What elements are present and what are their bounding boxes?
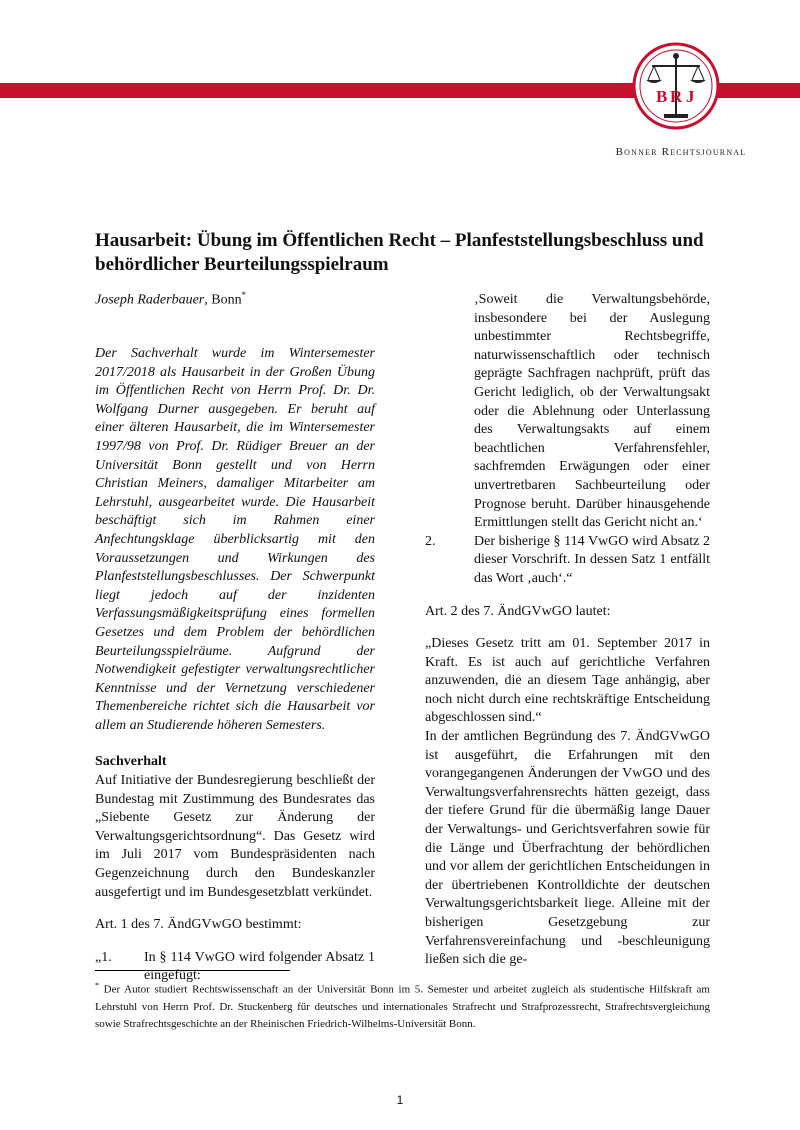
item-text: In § 114 VwGO wird folgender Absatz 1 eingefügt: (144, 949, 375, 984)
author-line (95, 290, 246, 309)
left-column (95, 345, 375, 986)
logo-letter-r: R (670, 87, 683, 106)
item-number: 2. (425, 533, 436, 549)
item-text: Der bisherige § 114 VwGO wird Absatz 2 dieser Vorschrift. In dessen Satz 1 entfällt das Wort ‚auch‘.“ (474, 533, 710, 586)
section-heading: Sachverhalt (95, 754, 167, 770)
right-column (425, 291, 710, 970)
author-name: Joseph Raderbauer (95, 292, 205, 308)
footnote (95, 977, 710, 1033)
footnote-marker: * (95, 981, 99, 990)
art2-quote: „Dieses Gesetz tritt am 01. September 2017 in Kraft. Es ist auch auf gerichtliche Verfahren anzuwenden, die an diesem Tage anhängig, aber noch nicht durch eine rechtskräftige Entscheidung abgeschlossen sind.“ (425, 636, 710, 726)
footnote-divider (95, 970, 290, 971)
logo-letter-j: J (686, 87, 695, 106)
item-number: „1. (95, 949, 112, 965)
brj-logo (632, 40, 720, 132)
numbered-item-2 (425, 533, 710, 589)
scales-of-justice-icon (632, 40, 720, 132)
author-place: , Bonn (204, 292, 242, 308)
footnote-text: Der Autor studiert Rechtswissenschaft an der Universität Bonn im 5. Semester und arbeitet zugleich als studentische Hilfskraft am Lehrstuhl von Herrn Prof. Dr. Stuckenberg für deutsches und internationales Strafrecht und Strafprozessrecht, Strafrechtsvergleichung sowie Strafrechtsgeschichte an der Rheinischen Friedrich-Wilhelms-Universität Bonn. (95, 983, 710, 1030)
art2-intro: Art. 2 des 7. ÄndGVwGO lautet: (425, 603, 611, 619)
facts-paragraph: Auf Initiative der Bundesregierung beschließt der Bundestag mit Zustimmung des Bundesrates das „Siebente Gesetz zur Änderung der Verwaltungsgerichtsordnung“. Das Gesetz wird im Juli 2017 vom Bundespräsidenten nach Gegenzeichnung durch den Bundeskanzler ausgefertigt und im Bundesgesetzblatt verkündet. (95, 773, 375, 900)
art1-intro: Art. 1 des 7. ÄndGVwGO bestimmt: (95, 917, 302, 933)
journal-name: Bonner Rechtsjournal (615, 146, 747, 158)
footnote-marker[interactable]: * (241, 290, 247, 300)
statute-quote: ‚Soweit die Verwaltungsbehörde, insbesondere bei der Auslegung unbestimmter Rechtsbegriffe, naturwissenschaftlich oder technisch geprägte Sachfragen nachprüft, prüft das Gericht lediglich, ob der Verwaltungsakt oder die Ablehnung oder Unterlassung des Verwaltungsakts auf einem beachtlichen Verfahrensfehler, sachfremden Erwägungen oder einer unvertretbaren Sachbeurteilung oder Prognose beruht. Darüber hinausgehende Ermittlungen stellt das Gericht nicht an.‘ (474, 292, 710, 531)
reasoning-paragraph: In der amtlichen Begründung des 7. ÄndGVwGO ist ausgeführt, die Erfahrungen mit den vorangegangenen Änderungen der VwGO und des Verwaltungsverfahrensrechts hätten gezeigt, dass der tiefere Grund für die übermäßig lange Dauer der Verwaltungs- und Gerichtsverfahren sowie für die Länge und Überfrachtung der behördlichen und vor allem der gerichtlichen Entscheidungen in der übertriebenen Kontrolldichte der deutschen Verwaltungsgerichtsbarkeit liege. Alleine mit der bisherigen Gesetzgebung zur Verfahrensvereinfachung und -beschleunigung ließen sich die ge- (425, 729, 710, 968)
logo-letter-b: B (656, 87, 668, 106)
article-title: Hausarbeit: Übung im Öffentlichen Recht – Planfeststellungsbeschluss und behördlicher Beurteilungsspielraum (95, 230, 704, 275)
page-number: 1 (396, 1093, 404, 1107)
abstract: Der Sachverhalt wurde im Wintersemester 2017/2018 als Hausarbeit in der Großen Übung im Öffentlichen Recht von Herrn Prof. Dr. Dr. Wolfgang Durner ausgegeben. Er beruht auf einer älteren Hausarbeit, die im Wintersemester 1997/98 von Prof. Dr. Rüdiger Breuer an der Universität Bonn gestellt und von Herrn Christian Meiners, damaliger Mitarbeiter am Lehrstuhl, ausgearbeitet wurde. Die Hausarbeit beschäftigt sich im Rahmen einer Anfechtungsklage überblicksartig mit den Voraussetzungen und Wirkungen des Planfeststellungsbeschlusses. Der Schwerpunkt liegt jedoch auf der inzidenten Verfassungsmäßigkeitsprüfung eines formellen Gesetzes und dem Problem der behördlichen Beurteilungsspielräume. Aufgrund der Notwendigkeit gefestigter verwaltungsrechtlicher Kenntnisse und der Vernetzung verschiedener Themenbereiche richtet sich die Hausarbeit vor allem an Studierende höheren Semesters. (95, 346, 375, 733)
